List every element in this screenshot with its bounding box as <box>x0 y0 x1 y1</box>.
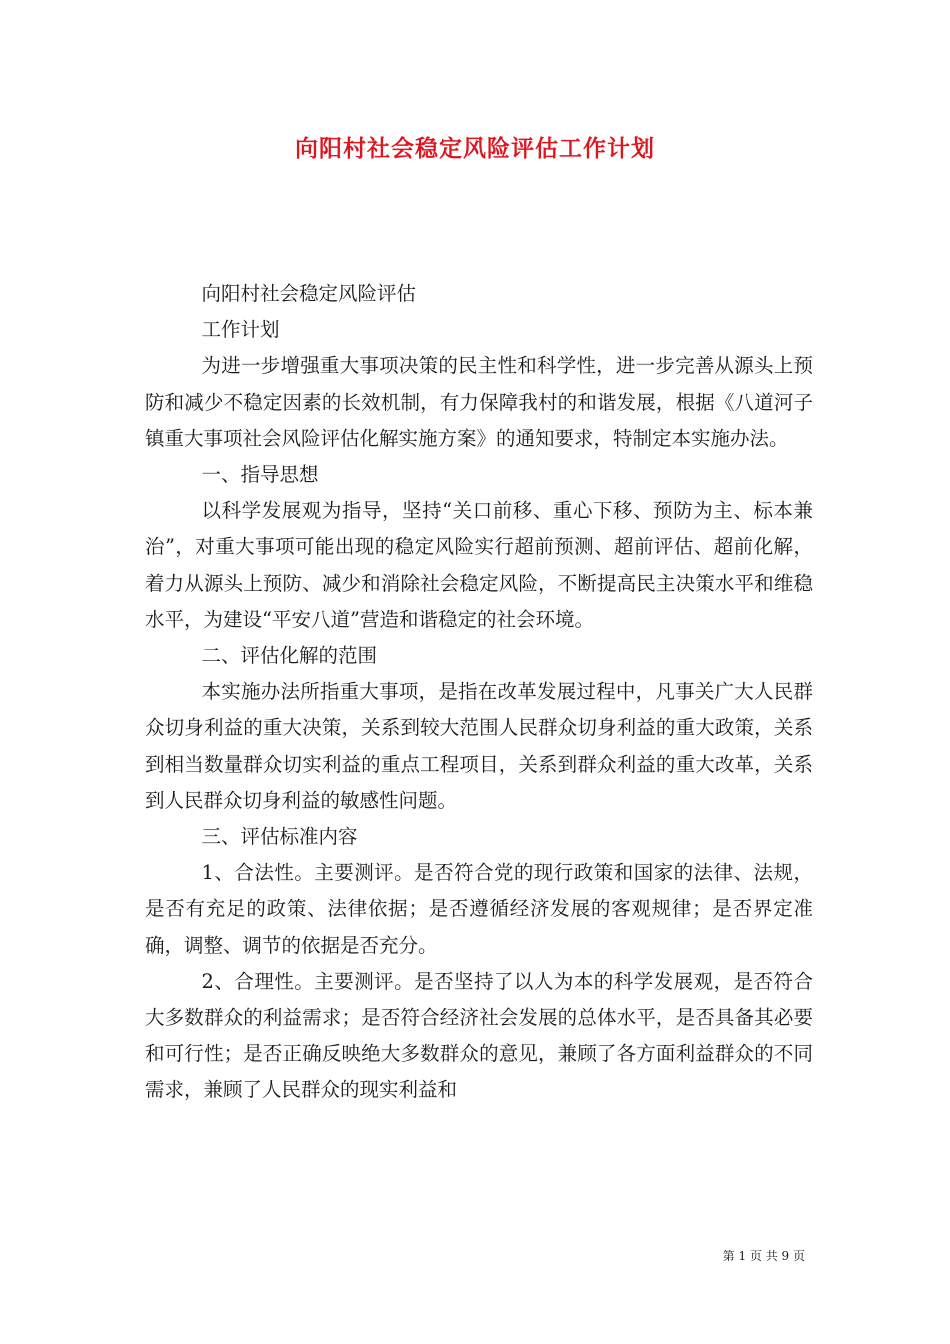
document-body <box>145 276 813 1109</box>
intro-paragraph: 为进一步增强重大事项决策的民主性和科学性，进一步完善从源头上预防和减少不稳定因素的长效机制，有力保障我村的和谐发展，根据《八道河子镇重大事项社会风险评估化解实施方案》的通知要求，特制定本实施办法。 <box>145 354 813 450</box>
section-heading-2: 二、评估化解的范围 <box>201 644 378 668</box>
section-paragraph-1: 以科学发展观为指导，坚持“关口前移、重心下移、预防为主、标本兼治”，对重大事项可能出现的稳定风险实行超前预测、超前评估、超前化解，着力从源头上预防、减少和消除社会稳定风险，不断提高民主决策水平和维稳水平，为建设“平安八道”营造和谐稳定的社会环境。 <box>145 499 813 631</box>
subtitle-line-1: 向阳村社会稳定风险评估 <box>201 282 417 305</box>
section-heading-1: 一、指导思想 <box>201 463 319 487</box>
subtitle-line-2: 工作计划 <box>201 318 280 342</box>
section-paragraph-2: 本实施办法所指重大事项，是指在改革发展过程中，凡事关广大人民群众切身利益的重大决策，关系到较大范围人民群众切身利益的重大政策，关系到相当数量群众切实利益的重点工程项目，关系到群众利益的重大改革，关系到人民群众切身利益的敏感性问题。 <box>145 680 813 812</box>
criterion-legality: 1、合法性。主要测评。是否符合党的现行政策和国家的法律、法规，是否有充足的政策、法律依据；是否遵循经济发展的客观规律；是否界定准确，调整、调节的依据是否充分。 <box>145 861 813 957</box>
section-heading-3: 三、评估标准内容 <box>201 825 358 849</box>
criterion-rationality: 2、合理性。主要测评。是否坚持了以人为本的科学发展观，是否符合大多数群众的利益需求；是否符合经济社会发展的总体水平，是否具备其必要和可行性；是否正确反映绝大多数群众的意见，兼顾了各方面利益群众的不同需求，兼顾了人民群众的现实利益和 <box>145 969 813 1102</box>
page-number: 第 1 页 共 9 页 <box>722 1249 805 1263</box>
page-title: 向阳村社会稳定风险评估工作计划 <box>295 135 655 162</box>
